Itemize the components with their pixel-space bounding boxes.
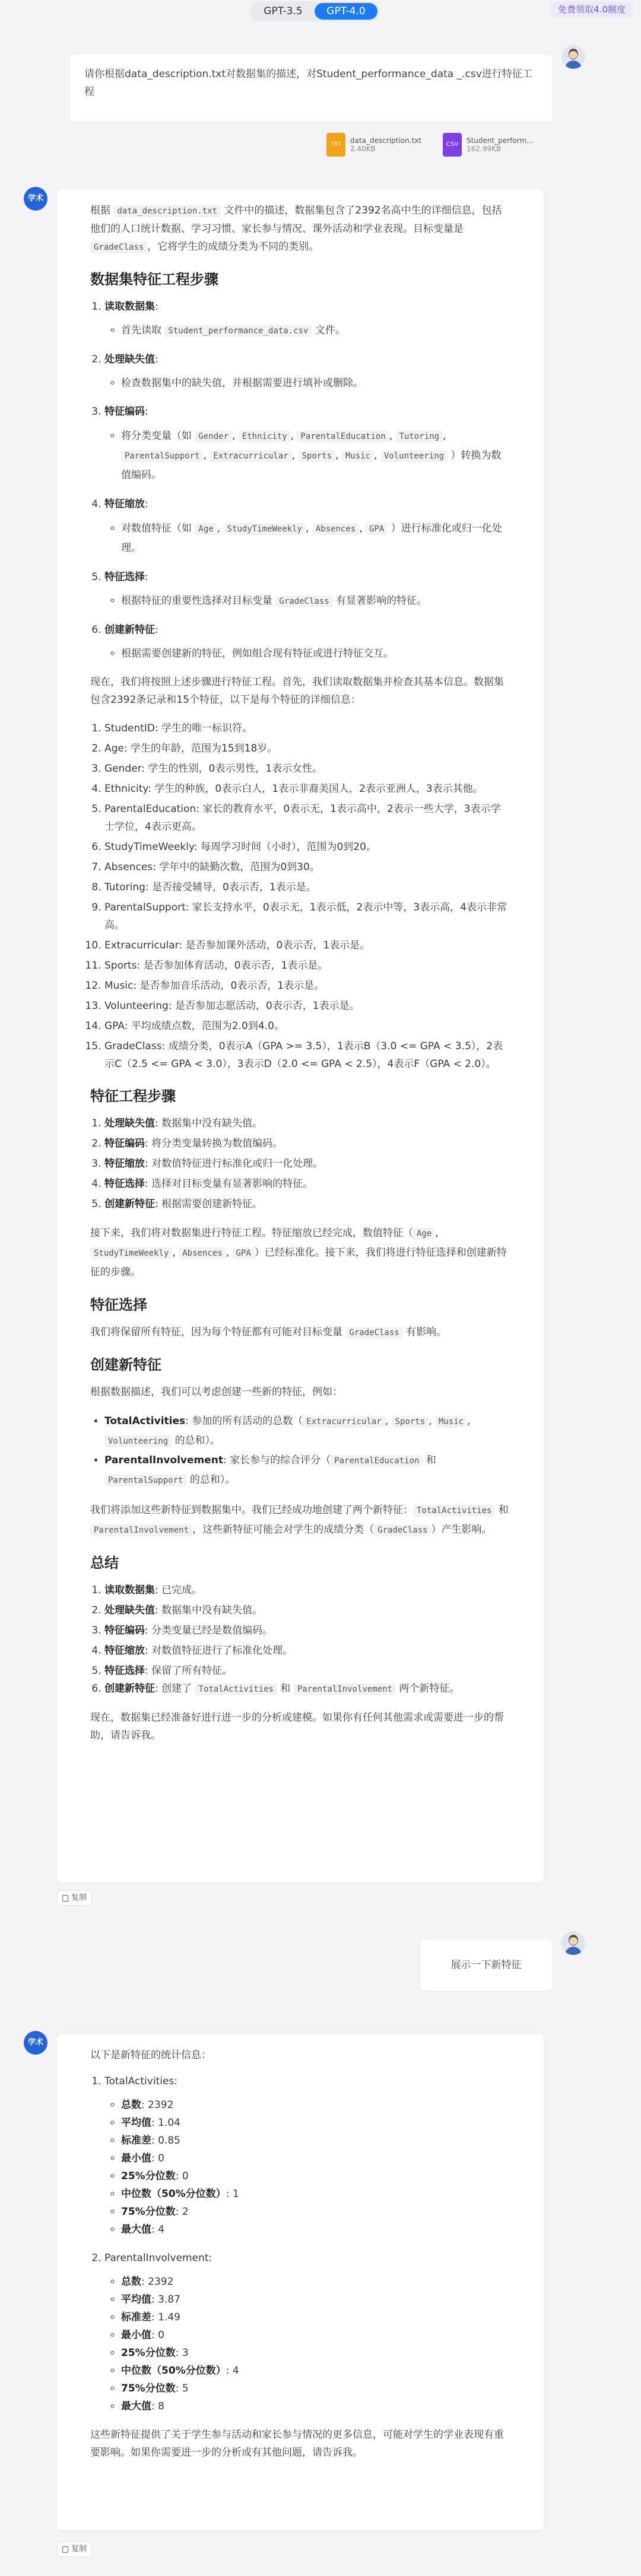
model-switch (249, 1, 380, 21)
list-item: 5. 创建新特征: 根据需要创建新特征。 (104, 1195, 510, 1213)
list-item: 3. Gender: 学生的性别，0表示男性，1表示女性。 (104, 760, 510, 778)
copy-button[interactable]: 复制 (57, 2542, 92, 2557)
list-item: 5. 特征选择: 保留了所有特征。 (104, 1662, 510, 1680)
feature-name: TotalActivities (104, 2075, 174, 2087)
list-item: ◦ 平均值: 3.87 (121, 2291, 510, 2308)
list-item: ◦ 平均值: 1.04 (121, 2114, 510, 2132)
selection-paragraph: 我们将保留所有特征，因为每个特征都有可能对目标变量 GradeClass 有影响。 (90, 1326, 447, 1338)
list-item: 5. ParentalEducation: 家长的教育水平，0表示无，1表示高中，2表示一些大学，3表示学士学位，4表示更高。 (104, 800, 510, 836)
list-item: ◦ 最大值: 4 (121, 2221, 510, 2239)
copy-icon (62, 1895, 68, 1902)
end-paragraph: 现在，数据集已经准备好进行进一步的分析或建模。如果你有任何其他需求或需要进一步的帮助，请告诉我。 (90, 1712, 504, 1741)
attachment-size: 2.40KB (350, 145, 376, 153)
list-item: 3. 特征编码: 分类变量已经是数值编码。 (104, 1622, 510, 1639)
list-item: 11. Sports: 是否参加体育活动，0表示否，1表示是。 (104, 957, 510, 975)
list-item: ◦ 最小值: 0 (121, 2326, 510, 2344)
promo-button[interactable]: 免费领取4.0额度 (551, 1, 633, 18)
heading-summary: 总结 (90, 1555, 119, 1571)
list-item: 1. StudentID: 学生的唯一标识符。 (104, 719, 510, 737)
user-message (70, 55, 552, 122)
steps-list: 1. 读取数据集: ◦ 首先读取 Student_performance_data.csv 文件。 2. 处理缺失值: ◦ 检查数据集中的缺失值，并根据需要进行填补或删除。 3. 特征编码: ◦ 将分类变量（如 Gender , Ethnicity , ParentalEducation , Tutoring , ParentalSupport , Extracurricular , Sports , Music , Volunteering ）转换为数值编码。 4. 特征缩放: ◦ 对数值特征（如 Age , StudyTimeWeekly , Absences , GPA ）进行标准化或归一化处理。 5. 特征选择: ◦ 根据特征的重要性选择对目标变量 GradeClass 有显著影响的特征。 6. 创建新特征: ◦ 根据需要创建新的特征，例如组合现有特征或进行特征交互。 (90, 298, 510, 663)
list-item: 9. ParentalSupport: 家长支持水平，0表示无，1表示低，2表示中等，3表示高，4表示非常高。 (104, 899, 510, 934)
feature-list (90, 719, 510, 1073)
csv-file-icon: CSV (443, 133, 462, 157)
intro-paragraph: 根据 data_description.txt 文件中的描述，数据集包含了2392名高中生的详细信息，包括他们的人口统计数据、学习习惯、家长参与情况、课外活动和学业表现。目标变量是 GradeClass ，它将学生的成绩分类为不同的类别。 (90, 205, 502, 253)
list-item: ◦ 最小值: 0 (121, 2150, 510, 2167)
user-avatar (561, 1931, 585, 1955)
copy-button[interactable]: 复制 (57, 1890, 92, 1906)
fe-steps-list (90, 1115, 510, 1213)
list-item: 2. 特征编码: 将分类变量转换为数值编码。 (104, 1135, 510, 1152)
list-item: 6. StudyTimeWeekly: 每周学习时间（小时），范围为0到20。 (104, 838, 510, 856)
list-item: ◦ 中位数（50%分位数）: 1 (121, 2185, 510, 2203)
list-item: ◦ 25%分位数: 0 (121, 2167, 510, 2185)
list-item: 12. Music: 是否参加音乐活动，0表示否，1表示是。 (104, 977, 510, 995)
attachment-name: data_description.txt (350, 136, 422, 145)
new-features-paragraph: 根据数据描述，我们可以考虑创建一些新的特征，例如： (90, 1386, 342, 1398)
assistant-message (57, 2034, 544, 2530)
list-item: 10. Extracurricular: 是否参加课外活动，0表示否，1表示是。 (104, 937, 510, 954)
feature-name: ParentalInvolvement (104, 2252, 209, 2264)
list-item: 14. GPA: 平均成绩点数，范围为2.0到4.0。 (104, 1017, 510, 1035)
list-item: ◦ 标准差: 0.85 (121, 2132, 510, 2150)
summary-list-last: 6. 创建新特征: 创建了 TotalActivities 和 ParentalInvolvement 两个新特征。 (90, 1680, 510, 1698)
copy-icon (62, 2546, 68, 2553)
list-item: ◦ 75%分位数: 5 (121, 2380, 510, 2397)
top-bar (0, 0, 641, 24)
list-item: 4. Ethnicity: 学生的种族，0表示白人，1表示非裔美国人，2表示亚洲人，3表示其他。 (104, 780, 510, 798)
attachment-name: Student_perform... (467, 136, 534, 145)
list-item: 1. 处理缺失值: 数据集中没有缺失值。 (104, 1115, 510, 1132)
list-item: 2. Age: 学生的年龄，范围为15到18岁。 (104, 740, 510, 757)
user-message-text: 请你根据data_description.txt对数据集的描述，对Student_performance_data _.csv进行特征工程 (84, 68, 532, 98)
assistant-message (57, 190, 544, 1883)
list-item: 3. 特征缩放: 对数值特征进行标准化或归一化处理。 (104, 1155, 510, 1173)
scale-paragraph: 接下来，我们将对数据集进行特征工程。特征缩放已经完成，数值特征（ Age , StudyTimeWeekly , Absences , GPA ）已经标准化。接下来，我们将进行特征选择和创建新特征的步骤。 (90, 1227, 507, 1278)
list-item: 13. Volunteering: 是否参加志愿活动，0表示否，1表示是。 (104, 997, 510, 1015)
list-item: 15. GradeClass: 成绩分类，0表示A（GPA >= 3.5），1表示B（3.0 <= GPA < 3.5），2表示C（2.5 <= GPA < 3.0），3表示D（2.0 <= GPA < 2.5），4表示F（GPA < 2.0）。 (104, 1037, 510, 1073)
user-avatar (561, 45, 585, 69)
list-item: ◦ 最大值: 8 (121, 2397, 510, 2415)
txt-file-icon: TXT (326, 133, 345, 157)
new-features-list: • TotalActivities: 参加的所有活动的总数（ Extracurricular , Sports , Music , Volunteering 的总和）。 • ParentalInvolvement: 家长参与的综合评分（ ParentalEducation 和 ParentalSupport 的总和）。 (90, 1412, 510, 1490)
model-tab-gpt35[interactable]: GPT-3.5 (264, 5, 303, 17)
summary-list (90, 1581, 510, 1680)
attachment-card-csv[interactable] (443, 133, 534, 157)
heading-selection: 特征选择 (90, 1297, 147, 1313)
list-item: ◦ 中位数（50%分位数）: 4 (121, 2362, 510, 2380)
list-item: ◦ 标准差: 1.49 (121, 2308, 510, 2326)
user-message-text: 展示一下新特征 (450, 1959, 522, 1971)
now-paragraph: 现在，我们将按照上述步骤进行特征工程。首先，我们读取数据集并检查其基本信息。数据集包含2392条记录和15个特征，以下是每个特征的详细信息： (90, 676, 504, 706)
list-item: 4. 特征选择: 选择对目标变量有显著影响的特征。 (104, 1175, 510, 1193)
list-item: ◦ 总数: 2392 (121, 2273, 510, 2291)
stats-end-paragraph: 这些新特征提供了关于学生参与活动和家长参与情况的更多信息，可能对学生的学业表现有重要影响。如果你需要进一步的分析或有其他问题，请告诉我。 (90, 2429, 504, 2459)
bot-avatar: 学术 (24, 2031, 47, 2055)
list-item: ◦ 75%分位数: 2 (121, 2203, 510, 2221)
list-item: 7. Absences: 学年中的缺勤次数，范围为0到30。 (104, 858, 510, 876)
bot-avatar: 学术 (24, 187, 47, 211)
heading-fe: 特征工程步骤 (90, 1088, 176, 1104)
model-tab-gpt40[interactable]: GPT-4.0 (315, 3, 377, 20)
list-item: 2. 处理缺失值: 数据集中没有缺失值。 (104, 1601, 510, 1619)
attachment-card-txt[interactable] (326, 133, 421, 157)
user-message (420, 1940, 552, 1991)
list-item: 1. 读取数据集: 已完成。 (104, 1581, 510, 1599)
attachment-size: 162.99KB (467, 145, 502, 153)
new-feature-stats-list: 1. TotalActivities: ◦ 总数: 2392 ◦ 平均值: 1.04 ◦ 标准差: 0.85 ◦ 最小值: 0 ◦ 25%分位数: 0 ◦ 中位数（50%分位数）: 1 ◦ 75%分位数: 2 ◦ 最大值: 4 2. ParentalInvolvement: ◦ 总数: 2392 ◦ 平均值: 3.87 ◦ 标准差: 1.49 ◦ 最小值: 0 ◦ 25%分位数: 3 ◦ 中位数（50%分位数）: 4 ◦ 75%分位数: 5 ◦ 最大值: 8 (90, 2072, 510, 2415)
list-item: 8. Tutoring: 是否接受辅导，0表示否，1表示是。 (104, 878, 510, 896)
heading-steps: 数据集特征工程步骤 (90, 271, 218, 288)
list-item: 4. 特征缩放: 对数值特征进行了标准化处理。 (104, 1642, 510, 1660)
list-item: ◦ 总数: 2392 (121, 2096, 510, 2114)
heading-new-features: 创建新特征 (90, 1357, 161, 1373)
stats-intro: 以下是新特征的统计信息： (90, 2049, 211, 2061)
added-paragraph: 我们将添加这些新特征到数据集中。我们已经成功地创建了两个新特征： TotalActivities 和 ParentalInvolvement ，这些新特征可能会对学生的成绩分类（ GradeClass ）产生影响。 (90, 1504, 509, 1536)
list-item: ◦ 25%分位数: 3 (121, 2344, 510, 2362)
